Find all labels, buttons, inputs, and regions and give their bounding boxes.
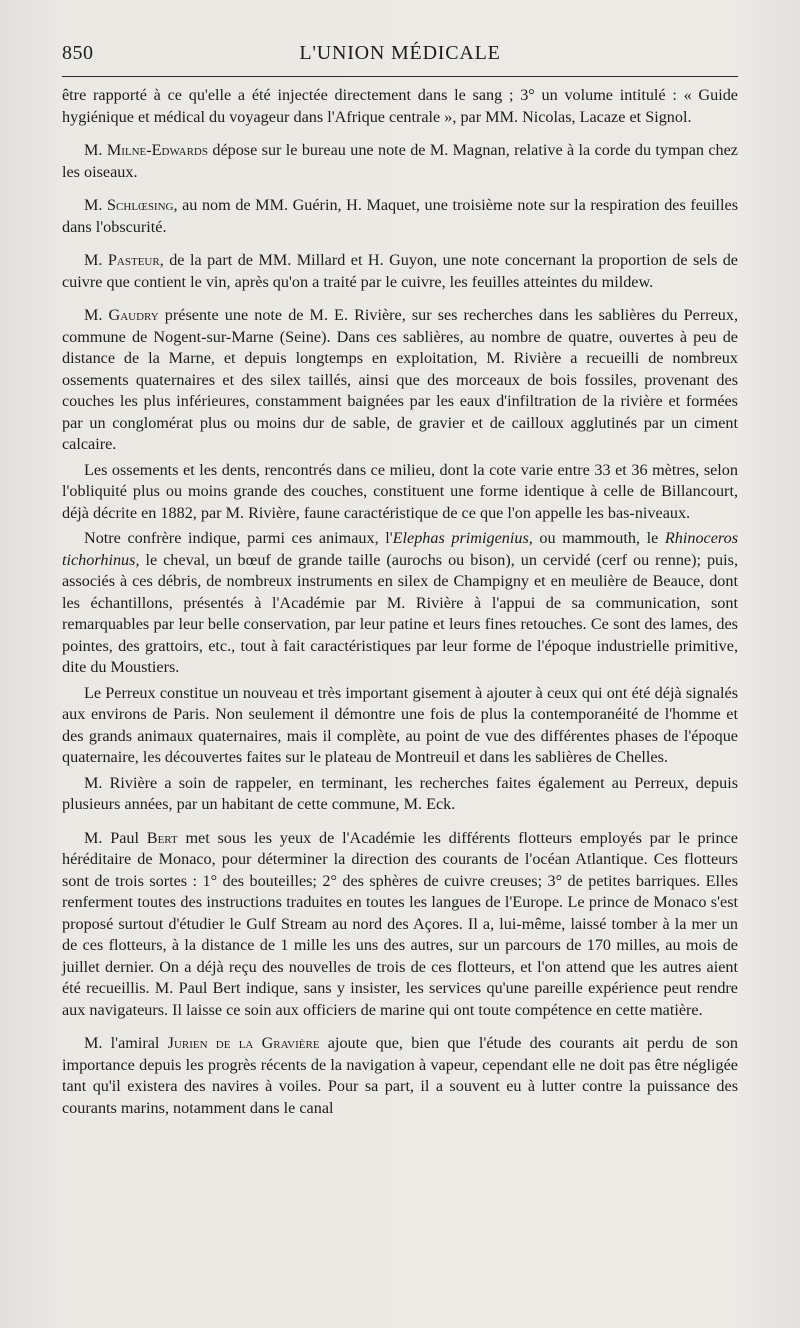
- paragraph-animaux: [62, 528, 738, 679]
- speaker-name: Gaudry: [108, 306, 159, 324]
- paragraph-text: , au nom de MM. Guérin, H. Maquet, une troisième note sur la respiration des feuilles dans l'obscurité.: [62, 196, 738, 236]
- paragraph-text: présente une note de M. E. Rivière, sur ses recherches dans les sablières du Perreux, commune de Nogent-sur-Marne (Seine). Dans ces sablières, au nombre de quatre, ouvertes à peu de distance de la Marne, et depuis longtemps en exploitation, M. Rivière a recueilli de nombreux ossements quaternaires et des silex taillés, ainsi que des morceaux de bois fossiles, provenant des couches les plus inférieures, constamment baignées par les eaux d'infiltration de la rivière et formées par un conglomérat plus ou moins dur de sable, de gravier et de cailloux agglutinés par un ciment calcaire.: [62, 306, 738, 453]
- running-head: [62, 34, 738, 68]
- paragraph-ossements: [62, 460, 738, 525]
- paragraph-text: dépose sur le bureau une note de M. Magnan, relative à la corde du tympan chez les oiseaux.: [62, 141, 738, 181]
- paragraph-lead: M.: [84, 196, 108, 214]
- paragraph-lead: M.: [84, 141, 107, 159]
- paragraph-text: Les ossements et les dents, rencontrés dans ce milieu, dont la cote varie entre 33 et 36 mètres, selon l'obliquité plus ou moins grande des couches, constituent une forme identique à celle de Billancourt, déjà décrite en 1882, par M. Rivière, faune caractéristique de ce que l'on appelle les bas-niveaux.: [62, 460, 738, 522]
- paragraph-pasteur: [62, 250, 738, 293]
- paragraph-schloesing: [62, 195, 738, 238]
- paragraph-perreux: [62, 683, 738, 769]
- paragraph-text: Le Perreux constitue un nouveau et très important gisement à ajouter à ceux qui ont été déjà signalés aux environs de Paris. Non seulement il démontre une fois de plus la contemporanéité de l'homme et des grands animaux quaternaires, mais il complète, au point de vue des différentes phases de l'époque quaternaire, les découvertes faites sur le plateau de Montreuil et dans les sablières de Chelles.: [62, 683, 738, 766]
- paragraph-lead: M. Paul: [84, 828, 147, 847]
- paragraph-milne-edwards: [62, 140, 738, 183]
- paragraph-gaudry: [62, 305, 738, 456]
- paragraph-continuation: [62, 85, 738, 128]
- paragraph-text: met sous les yeux de l'Académie les différents flotteurs employés par le prince héréditaire de Monaco, pour déterminer la direction des courants de l'océan Atlantique. Ces flotteurs sont de trois sortes : 1° des bouteilles; 2° des sphères de cuivre creuses; 3° de petites barriques. Elles renferment toutes des instructions traduites en toutes les langues de l'Europe. Le prince de Monaco s'est proposé surtout d'étudier le Gulf Stream au nord des Açores. Il a, lui-même, laissé tomber à la mer un de ces flotteurs, à la distance de 1 mille les uns des autres, sur un parcours de 170 milles, au mois de juillet dernier. On a déjà reçu des nouvelles de trois de ces flotteurs, et l'on attend que les autres aient été recueillis. M. Paul Bert indique, sans y insister, les services qu'une pareille expérience peut rendre aux navigateurs. Il laisse ce soin aux officiers de marine qui ont toute compétence en cette matière.: [62, 828, 738, 1019]
- paragraph-text: ou mammouth, le: [532, 529, 665, 547]
- speaker-name: Milne-Edwards: [106, 141, 208, 159]
- paragraph-jurien: [62, 1033, 738, 1119]
- article-body: [62, 85, 738, 1119]
- speaker-name: Jurien de la Gravière: [167, 1034, 320, 1052]
- speaker-name: Pasteur: [107, 251, 160, 269]
- header-rule: [62, 76, 738, 77]
- paragraph-lead: M. l'amiral: [84, 1034, 168, 1052]
- speaker-name: Bert: [146, 828, 178, 847]
- speaker-name: Schlœsing: [107, 196, 174, 214]
- paragraph-text: , de la part de MM. Millard et H. Guyon, une note concernant la proportion de sels de cuivre que contient le vin, après qu'on a traité par le cuivre, les feuilles atteintes du mildew.: [62, 251, 738, 291]
- paragraph-text: ajoute que, bien que l'étude des courants ait perdu de son importance depuis les progrès récents de la navigation à vapeur, cependant elle ne doit pas être négligée tant qu'il existera des navires à voiles. Pour sa part, il a souvent eu à lutter contre la puissance des courants marins, notamment dans le canal: [62, 1034, 739, 1117]
- paragraph-riviere: [62, 773, 738, 816]
- journal-title: L'UNION MÉDICALE: [299, 42, 501, 64]
- paragraph-text: M. Rivière a soin de rappeler, en terminant, les recherches faites également au Perreux, depuis plusieurs années, par un habitant de cette commune, M. Eck.: [62, 773, 738, 813]
- paragraph-lead: M.: [84, 306, 109, 324]
- paragraph-text: être rapporté à ce qu'elle a été injectée directement dans le sang ; 3° un volume intitulé : « Guide hygiénique et médical du voyageur dans l'Afrique centrale », par MM. Nicolas, Lacaze et Signol.: [62, 86, 738, 126]
- paragraph-text: le cheval, un bœuf de grande taille (aurochs ou bison), un cervidé (cerf ou renne); puis, associés à ces débris, de nombreux instruments en silex de Champigny et en meulière de Beauce, dont les échantillons, présentés à l'Académie par M. Rivière à l'appui de sa communication, sont remarquables par leur belle conservation, par leur patine et leurs fines retouches. Ce sont des lames, des pointes, des grattoirs, etc., tout à fait caractéristiques par leur forme de l'époque industrielle primitive, dite du Moustiers.: [62, 550, 738, 676]
- paragraph-lead: M.: [84, 251, 108, 269]
- paragraph-text: Notre confrère indique, parmi ces animaux, l': [84, 529, 393, 547]
- page-number: 850: [62, 42, 94, 64]
- species-name: Elephas primigenius,: [392, 529, 533, 547]
- paragraph-paul-bert: [62, 828, 738, 1022]
- species-name: Rhinoceros tichorhinus,: [62, 529, 739, 569]
